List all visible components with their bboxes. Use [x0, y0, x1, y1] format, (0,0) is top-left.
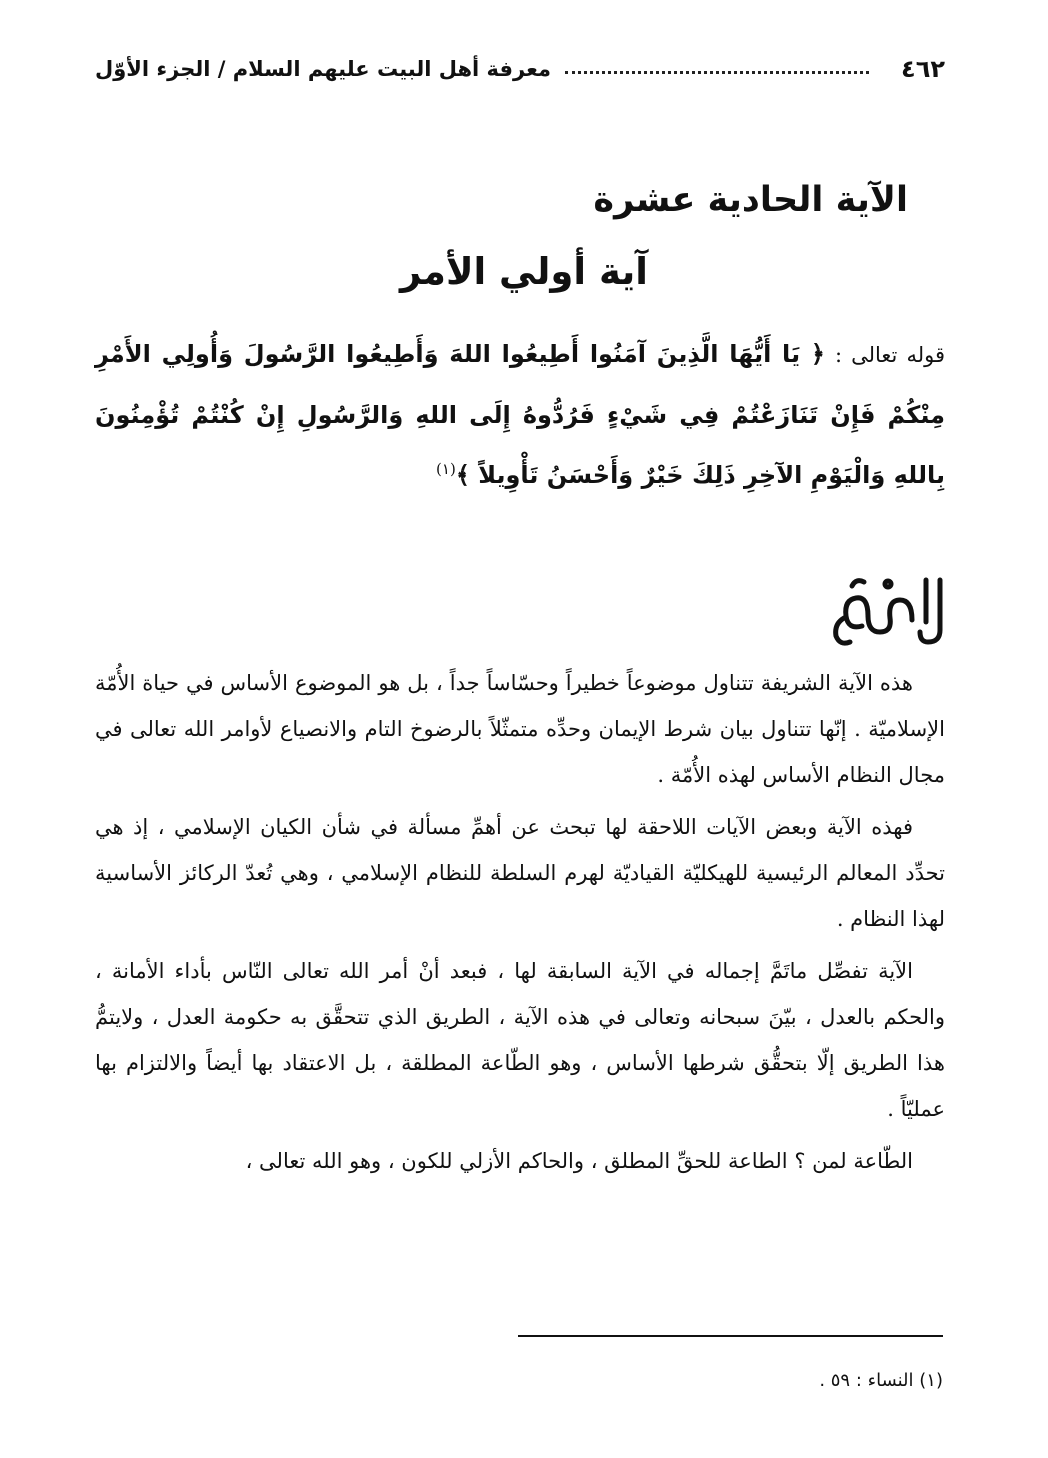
- paragraph: هذه الآية الشريفة تتناول موضوعاً خطيراً وحسّاساً جداً ، بل هو الموضوع الأساس في حياة الأُمّة الإسلاميّة . إنّها تتناول بيان شرط الإيمان وحدِّه متمثّلاً بالرضوخ التام والانصياع لأوامر الله تعالى في مجال النظام الأساس لهذه الأُمّة .: [95, 671, 945, 787]
- page-header: [95, 44, 945, 94]
- book-title: معرفة أهل البيت عليهم السلام / الجزء الأوّل: [95, 57, 551, 81]
- body-text: [95, 660, 945, 1190]
- verse-intro: قوله تعالى :: [834, 343, 945, 367]
- quran-verse: [95, 324, 945, 505]
- page-number: ٤٦٢: [901, 55, 945, 83]
- section-calligraphy-mark: [828, 560, 948, 650]
- paragraph: الطّاعة لمن ؟ الطاعة للحقِّ المطلق ، والحاكم الأزلي للكون ، وهو الله تعالى ،: [245, 1149, 913, 1173]
- header-dot-leader: [565, 71, 869, 74]
- footnote-divider: [518, 1335, 943, 1337]
- verse-text: ﴿ يَا أَيُّهَا الَّذِينَ آمَنُوا أَطِيعُوا اللهَ وَأَطِيعُوا الرَّسُولَ وَأُولِي الأَمْرِ مِنْكُمْ فَإِنْ تَنَازَعْتُمْ فِي شَيْءٍ فَرُدُّوهُ إِلَى اللهِ وَالرَّسُولِ إِنْ كُنْتُمْ تُؤْمِنُونَ بِاللهِ وَالْيَوْمِ الآخِرِ ذَلِكَ خَيْرٌ وَأَحْسَنُ تَأْوِيلاً ﴾: [95, 340, 945, 489]
- footnote-reference: (١): [436, 460, 456, 478]
- paragraph: فهذه الآية وبعض الآيات اللاحقة لها تبحث عن أهمِّ مسألة في شأن الكيان الإسلامي ، إذ هي تحدِّد المعالم الرئيسية للهيكليّة القياديّة لهرم السلطة للنظام الإسلامي ، وهي تُعدّ الركائز الأساسية لهذا النظام .: [95, 815, 945, 931]
- verse-number-heading: الآية الحادية عشرة: [593, 180, 908, 220]
- verse-name-heading: آية أولي الأمر: [400, 250, 648, 293]
- paragraph: الآية تفصِّل ماتَمَّ إجماله في الآية السابقة لها ، فبعد أنْ أمر الله تعالى النّاس بأداء الأمانة ، والحكم بالعدل ، بيّنَ سبحانه وتعالى في هذه الآية ، الطريق الذي تتحقَّق به حكومة العدل ، ولايتمُّ هذا الطريق إلّا بتحقُّق شرطها الأساس ، وهو الطّاعة المطلقة ، بل الاعتقاد بها أيضاً والالتزام بها عمليّاً .: [95, 959, 945, 1121]
- footnote: (١) النساء : ٥٩ .: [819, 1370, 943, 1391]
